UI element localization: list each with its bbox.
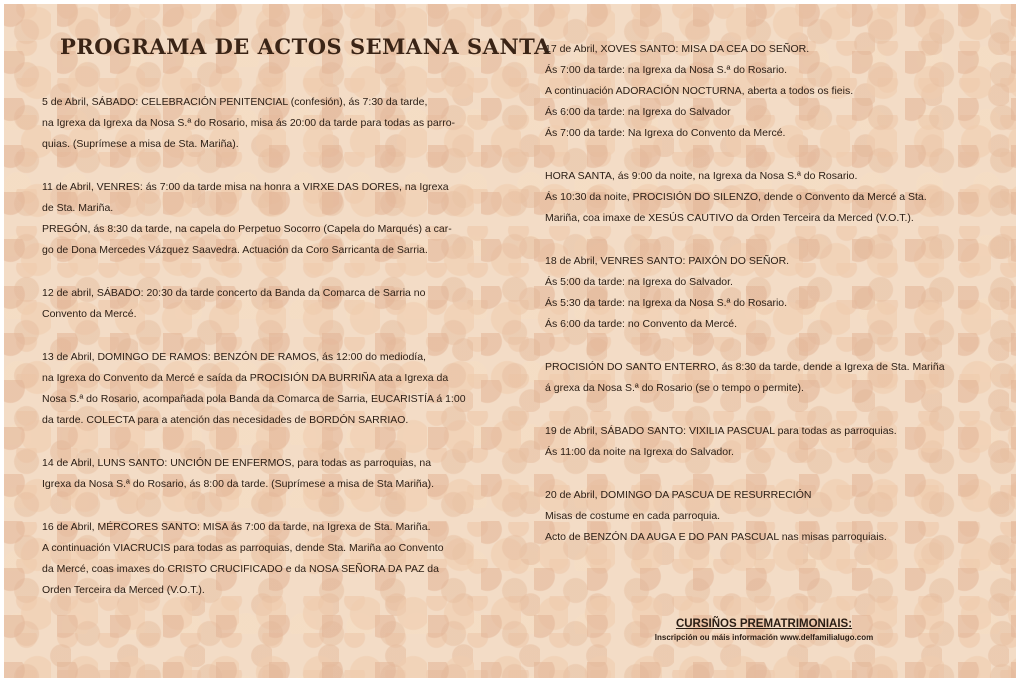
event-line: A continuación ADORACIÓN NOCTURNA, aberta a todos os fieis. [545,85,854,97]
event-block [42,92,482,155]
event-block [42,177,482,261]
event-line: 18 de Abril, VENRES SANTO: PAIXÓN DO SEÑOR. [545,255,790,267]
event-block [545,485,985,548]
event-block [545,251,985,335]
event-block [42,517,482,601]
page-title: PROGRAMA DE ACTOS SEMANA SANTA [60,34,551,59]
event-line: Ás 6:00 da tarde: no Convento da Mercé. [545,318,738,330]
event-line: da tarde. COLECTA para a atención das necesidades de BORDÓN SARRIAO. [42,414,409,426]
event-line: Ás 11:00 da noite na Igrexa do Salvador. [545,446,734,458]
event-line: de Sta. Mariña. [42,202,114,214]
event-line: á grexa da Nosa S.ª do Rosario (se o tempo o permite). [545,382,804,394]
event-line: quias. (Suprímese a misa de Sta. Mariña). [42,138,239,150]
event-line: Mariña, coa imaxe de XESÚS CAUTIVO da Orden Terceira da Merced (V.O.T.). [545,212,914,224]
event-line: Ás 10:30 da noite, PROCISIÓN DO SILENZO, dende o Convento da Mercé a Sta. [545,191,927,203]
event-line: Acto de BENZÓN DA AUGA E DO PAN PASCUAL nas misas parroquiais. [545,531,887,543]
event-line: Nosa S.ª do Rosario, acompañada pola Banda da Comarca de Sarria, EUCARISTÍA á 1:00 [42,393,466,405]
event-line: PROCISIÓN DO SANTO ENTERRO, ás 8:30 da tarde, dende a Igrexa de Sta. Mariña [545,361,945,373]
event-line: 5 de Abril, SÁBADO: CELEBRACIÓN PENITENCIAL (confesión), ás 7:30 da tarde, [42,96,428,108]
event-line: PREGÓN, ás 8:30 da tarde, na capela do Perpetuo Socorro (Capela do Marqués) a car- [42,223,452,235]
event-line: Ás 5:30 da tarde: na Igrexa da Nosa S.ª do Rosario. [545,297,788,309]
event-line: 16 de Abril, MÉRCORES SANTO: MISA ás 7:00 da tarde, na Igrexa de Sta. Mariña. [42,521,431,533]
courses-info: Inscripción ou máis información www.delfamilialugo.com [654,633,874,642]
event-line: Igrexa da Nosa S.ª do Rosario, ás 8:00 da tarde. (Suprímese a misa de Sta Mariña). [42,478,434,490]
event-line: Ás 6:00 da tarde: na Igrexa do Salvador [545,106,731,118]
event-line: go de Dona Mercedes Vázquez Saavedra. Actuación da Coro Sarricanta de Sarria. [42,244,428,256]
event-line: 17 de Abril, XOVES SANTO: MISA DA CEA DO SEÑOR. [545,43,810,55]
event-line: 11 de Abril, VENRES: ás 7:00 da tarde misa na honra a VIRXE DAS DORES, na Igrexa [42,181,449,193]
event-line: 20 de Abril, DOMINGO DA PASCUA DE RESURRECIÓN [545,489,812,501]
event-line: Ás 7:00 da tarde: Na Igrexa do Convento da Mercé. [545,127,786,139]
premarital-courses-note [644,618,884,642]
event-line: HORA SANTA, ás 9:00 da noite, na Igrexa da Nosa S.ª do Rosario. [545,170,858,182]
event-line: da Mercé, coas imaxes do CRISTO CRUCIFICADO e da NOSA SEÑORA DA PAZ da [42,563,439,575]
event-line: Ás 5:00 da tarde: na Igrexa do Salvador. [545,276,733,288]
event-block [545,166,985,229]
event-line: na Igrexa da Igrexa da Nosa S.ª do Rosario, misa ás 20:00 da tarde para todas as parro- [42,117,456,129]
program-sheet [4,4,1016,678]
event-block [545,39,985,144]
event-block [545,357,985,399]
event-line: Misas de costume en cada parroquia. [545,510,721,522]
event-line: 14 de Abril, LUNS SANTO: UNCIÓN DE ENFERMOS, para todas as parroquias, na [42,457,432,469]
event-block [42,453,482,495]
event-line: 19 de Abril, SÁBADO SANTO: VIXILIA PASCUAL para todas as parroquias. [545,425,897,437]
event-line: Convento da Mercé. [42,308,137,320]
event-block [545,421,985,463]
event-line: na Igrexa do Convento da Mercé e saída da PROCISIÓN DA BURRIÑA ata a Igrexa da [42,372,449,384]
event-block [42,347,482,431]
left-column [42,92,482,623]
event-line: 12 de abril, SÁBADO: 20:30 da tarde concerto da Banda da Comarca de Sarria no [42,287,426,299]
event-line: Orden Terceira da Merced (V.O.T.). [42,584,205,596]
courses-title: CURSIÑOS PREMATRIMONIAIS: [675,618,853,630]
event-block [42,283,482,325]
event-line: A continuación VIACRUCIS para todas as parroquias, dende Sta. Mariña ao Convento [42,542,444,554]
event-line: 13 de Abril, DOMINGO DE RAMOS: BENZÓN DE RAMOS, ás 12:00 do mediodía, [42,351,426,363]
right-column [545,39,985,570]
event-line: Ás 7:00 da tarde: na Igrexa da Nosa S.ª do Rosario. [545,64,788,76]
